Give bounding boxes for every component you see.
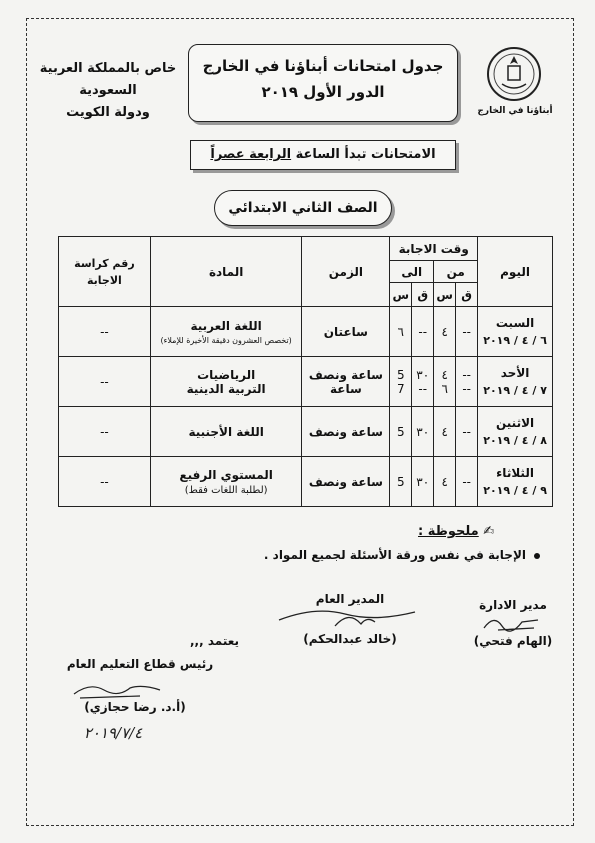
- from-s-value: ٦: [441, 381, 448, 396]
- booklet-cell: --: [59, 307, 151, 357]
- booklet-cell: --: [59, 407, 151, 457]
- from-s-cell: [434, 357, 456, 407]
- to-s-cell: 5: [390, 407, 412, 457]
- bullet-icon: [534, 553, 540, 559]
- day-name: الثلاثاء: [496, 466, 534, 480]
- to-q-cell: --: [412, 307, 434, 357]
- duration-cell: ساعة ونصف: [302, 457, 390, 507]
- to-s-cell: [390, 357, 412, 407]
- day-cell: [478, 407, 553, 457]
- from-q-value: --: [462, 367, 471, 382]
- day-cell: [478, 307, 553, 357]
- ministry-logo-icon: [478, 40, 550, 112]
- header-from: من: [434, 261, 478, 283]
- subject-cell: اللغة الأجنبية: [150, 407, 302, 457]
- day-name: الاثنين: [495, 416, 535, 430]
- duration-cell: ساعتان: [302, 307, 390, 357]
- start-notice-text: الامتحانات تبدأ الساعة: [291, 147, 436, 162]
- page-subtitle: الدور الأول ٢٠١٩: [261, 83, 385, 101]
- header-to: الى: [390, 261, 434, 283]
- gm-name: (خالد عبدالحكم): [303, 632, 397, 646]
- header-subject: المادة: [150, 237, 302, 307]
- country-line-1: خاص بالمملكة العربية السعودية: [39, 61, 177, 98]
- subject-cell: [150, 357, 302, 407]
- header-row: [59, 237, 553, 261]
- table-row: [59, 457, 553, 507]
- gm-title: المدير العام: [315, 592, 385, 606]
- schedule-table: [58, 236, 553, 507]
- header-day: اليوم: [478, 237, 553, 307]
- head-name: (أ.د. رضا حجازي): [84, 700, 186, 714]
- to-q-value: --: [418, 381, 428, 396]
- subject-cell: [150, 307, 302, 357]
- notes-heading: [418, 524, 494, 539]
- table-row: [59, 307, 553, 357]
- note-item: الإجابة في نفس ورقة الأسئلة لجميع المواد .: [263, 548, 526, 562]
- subject-note: (تخصص العشرون دقيقة الأخيرة للإملاء): [160, 335, 292, 345]
- header-from-q: ق: [456, 283, 478, 307]
- to-q-value: ٣٠: [416, 367, 430, 382]
- from-q-value: --: [462, 381, 471, 396]
- from-q-cell: [456, 357, 478, 407]
- pen-icon: ✍: [483, 524, 495, 539]
- gm-signature-icon: [275, 606, 425, 632]
- admin-signature-block: [468, 598, 558, 648]
- table-row: [59, 357, 553, 407]
- from-s-value: ٤: [441, 367, 448, 382]
- notes-list: [160, 548, 540, 562]
- admin-title: مدير الادارة: [479, 598, 547, 612]
- approve-label: يعتمد ,,,: [190, 634, 240, 648]
- subject-name: اللغة العربية: [190, 318, 262, 333]
- duration-value: ساعة: [329, 381, 362, 396]
- day-date: ٨ / ٤ / ٢٠١٩: [483, 434, 547, 447]
- subject-name: المستوي الرفيع: [179, 467, 273, 482]
- handwritten-date: ٢٠١٩/٧/٤: [83, 724, 143, 742]
- country-line-2: ودولة الكويت: [66, 105, 150, 120]
- from-s-cell: ٤: [434, 407, 456, 457]
- from-s-cell: ٤: [434, 457, 456, 507]
- logo-caption: أبناؤنا في الخارج: [477, 106, 553, 116]
- day-date: ٦ / ٤ / ٢٠١٩: [483, 334, 547, 347]
- subject-note: (لطلبة اللغات فقط): [184, 484, 268, 496]
- title-box: [188, 44, 458, 122]
- from-q-cell: --: [456, 457, 478, 507]
- from-q-cell: --: [456, 307, 478, 357]
- head-title: رئيس قطاع التعليم العام: [66, 657, 214, 671]
- admin-signature-icon: [478, 612, 548, 634]
- header-from-s: س: [434, 283, 456, 307]
- day-cell: [478, 357, 553, 407]
- to-q-cell: ٣٠: [412, 457, 434, 507]
- from-q-cell: --: [456, 407, 478, 457]
- to-s-value: 5: [396, 367, 405, 382]
- from-s-cell: ٤: [434, 307, 456, 357]
- day-name: الأحد: [500, 366, 530, 380]
- to-s-value: 7: [396, 381, 405, 396]
- day-name: السبت: [495, 316, 535, 330]
- duration-value: ساعة ونصف: [308, 367, 383, 382]
- start-time-notice: [190, 140, 456, 170]
- header-to-q: ق: [412, 283, 434, 307]
- notes-heading-text: ملحوظة :: [418, 524, 479, 539]
- subject-name: التربية الدينية: [186, 381, 266, 396]
- day-cell: [478, 457, 553, 507]
- subject-name: الرياضيات: [197, 367, 256, 382]
- day-date: ٧ / ٤ / ٢٠١٩: [483, 384, 547, 397]
- to-s-cell: ٦: [390, 307, 412, 357]
- admin-name: (الهام فتحي): [473, 634, 553, 648]
- booklet-cell: --: [59, 457, 151, 507]
- page-title: جدول امتحانات أبناؤنا في الخارج: [202, 57, 444, 75]
- booklet-cell: --: [59, 357, 151, 407]
- duration-cell: ساعة ونصف: [302, 407, 390, 457]
- header-to-s: س: [390, 283, 412, 307]
- grade-title: الصف الثاني الابتدائي: [214, 190, 392, 226]
- to-q-cell: ٣٠: [412, 407, 434, 457]
- header-booklet: رقم كراسة الاجابة: [59, 237, 151, 307]
- country-label: [38, 58, 178, 124]
- day-date: ٩ / ٤ / ٢٠١٩: [483, 484, 547, 497]
- to-q-cell: [412, 357, 434, 407]
- table-row: [59, 407, 553, 457]
- subject-cell: [150, 457, 302, 507]
- header-answer-time: وقت الاجابة: [390, 237, 478, 261]
- duration-cell: [302, 357, 390, 407]
- gm-signature-block: [270, 592, 430, 646]
- header-duration: الزمن: [302, 237, 390, 307]
- start-notice-emphasis: الرابعة عصراً: [210, 147, 292, 162]
- to-s-cell: 5: [390, 457, 412, 507]
- head-signature-icon: [70, 676, 170, 702]
